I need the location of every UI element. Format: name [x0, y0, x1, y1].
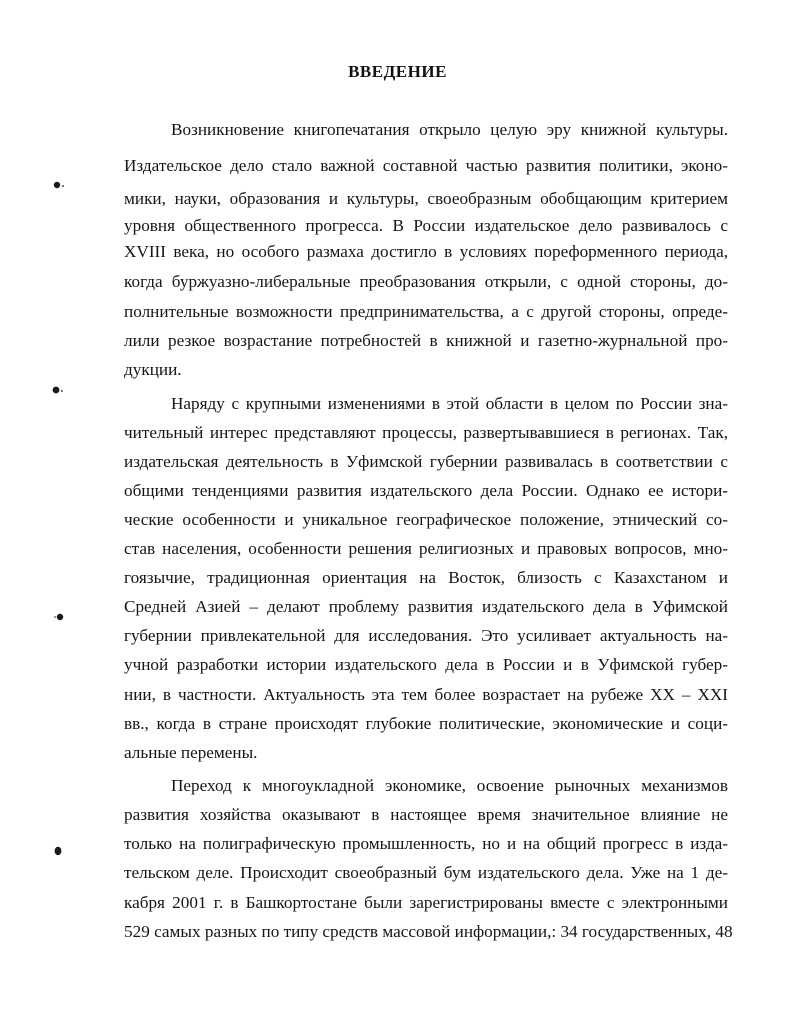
scan-dot-icon — [53, 612, 67, 625]
text-line: полнительные возможности предпринимательства, а с другой стороны, опреде- — [124, 302, 728, 321]
page-title: ВВЕДЕНИЕ — [348, 62, 447, 81]
text-line: издательская деятельность в Уфимской губернии развивалась в соответствии с — [124, 452, 728, 471]
scan-dot-icon — [52, 845, 64, 860]
text-line: чительный интерес представляют процессы, развертывавшиеся в регионах. Так, — [124, 423, 728, 442]
text-line: 529 самых разных по типу средств массовой информации,: 34 государственных, 48 — [124, 922, 733, 941]
text-line: Средней Азией – делают проблему развития издательского дела в Уфимской — [124, 597, 728, 616]
text-line: общими тенденциями развития издательского дела России. Однако ее истори- — [124, 481, 728, 500]
text-line: XVIII века, но особого размаха достигло в условиях пореформенного периода, — [124, 242, 728, 261]
text-line: когда буржуазно-либеральные преобразования открыли, с одной стороны, до- — [124, 272, 728, 291]
text-line: только на полиграфическую промышленность, но и на общий прогресс в изда- — [124, 834, 728, 853]
text-line: Наряду с крупными изменениями в этой области в целом по России зна- — [171, 394, 728, 413]
text-line: губернии привлекательной для исследования. Это усиливает актуальность на- — [124, 626, 728, 645]
scan-dot-icon — [52, 180, 66, 193]
text-line: Переход к многоукладной экономике, освоение рыночных механизмов — [171, 776, 728, 795]
text-line: гоязычие, традиционная ориентация на Восток, близость с Казахстаном и — [124, 568, 728, 587]
text-line: учной разработки истории издательского дела в России и в Уфимской губер- — [124, 655, 728, 674]
text-line: мики, науки, образования и культуры, своеобразным обобщающим критерием — [124, 189, 728, 208]
text-line: тельском деле. Происходит своеобразный бум издательского дела. Уже на 1 де- — [124, 863, 728, 882]
text-line: нии, в частности. Актуальность эта тем более возрастает на рубеже XX – XXI — [124, 685, 728, 704]
text-line: дукции. — [124, 360, 182, 379]
text-line: Возникновение книгопечатания открыло целую эру книжной культуры. — [171, 120, 728, 139]
text-line: ческие особенности и уникальное географическое положение, этнический со- — [124, 510, 728, 529]
text-line: альные перемены. — [124, 743, 258, 762]
text-line: вв., когда в стране происходят глубокие политические, экономические и соци- — [124, 714, 728, 733]
text-line: став населения, особенности решения религиозных и правовых вопросов, мно- — [124, 539, 728, 558]
scan-dot-icon — [51, 385, 65, 398]
text-line: уровня общественного прогресса. В России издательское дело развивалось с — [124, 216, 728, 235]
text-line: развития хозяйства оказывают в настоящее время значительное влияние не — [124, 805, 728, 824]
text-line: Издательское дело стало важной составной частью развития политики, эконо- — [124, 156, 728, 175]
text-line: кабря 2001 г. в Башкортостане были зарегистрированы вместе с электронными — [124, 893, 728, 912]
text-line: лили резкое возрастание потребностей в книжной и газетно-журнальной про- — [124, 331, 728, 350]
